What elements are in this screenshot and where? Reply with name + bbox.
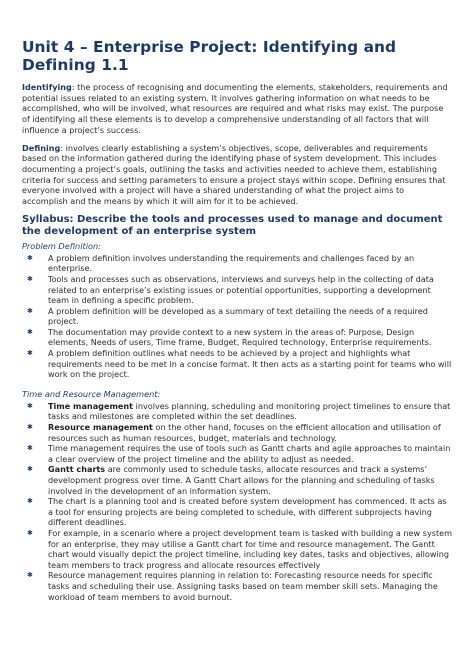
list-item: ✱ A problem definition will be developed as a summary of text detailing the needs of a required project. bbox=[27, 305, 428, 327]
list-item: ✱ Time management requires the use of tools such as Gantt charts and agile approaches to maintain a clear overview of the project timeline and the ability to adjust as needed. bbox=[27, 443, 451, 464]
defining-definition bbox=[22, 143, 452, 207]
list-item: ✱ A problem definition involves understanding the requirements and challenges faced by an enterprise. bbox=[27, 252, 415, 274]
list-item: ✱ Tools and processes such as observations, interviews and surveys help in the collecting of data related to an enterprise’s existing issues or potential opportunities, supporting a development team in defining a specific problem. bbox=[27, 273, 434, 306]
identifying-term: Identifying bbox=[22, 82, 72, 92]
list-item: ✱ Resource management requires planning in relation to: Forecasting resource needs for specific tasks and scheduling their use. Assigning tasks based on team member skill sets. Managing the workload of team members to avoid burnout. bbox=[27, 570, 438, 602]
time-resource-list bbox=[22, 401, 452, 602]
star-bullet-icon: ✱ bbox=[27, 423, 33, 432]
list-item: ✱ The documentation may provide context to a new system in the areas of: Purpose, Design elements, Needs of users, Time frame, Budget, Required technology, Enterprise requirements. bbox=[27, 326, 432, 348]
star-bullet-icon: ✱ bbox=[27, 444, 33, 453]
star-bullet-icon: ✱ bbox=[27, 349, 33, 358]
defining-text: : involves clearly establishing a system’s objectives, scope, deliverables and requirements based on the information gathered during the identifying phase of system development. This includes documenting a project’s goals, outlining the tasks and activities needed to achieve them, establishing criteria for success and setting parameters to ensure a project stays within scope. Defining ensures that everyone involved with a project will have a shared understanding of what the project aims to accomplish and the means by which it will aim for it to be achieved. bbox=[22, 142, 446, 207]
list-item: ✱ Gantt charts are commonly used to schedule tasks, allocate resources and track a systems’ development progress over time. A Gantt Chart allows for the planning and scheduling of tasks involved in the development of an information system. bbox=[27, 464, 435, 496]
star-bullet-icon: ✱ bbox=[27, 401, 33, 410]
list-item: ✱ For example, in a scenario where a project development team is tasked with building a new system for an enterprise, they may utilise a Gantt chart for time and resource management. The Gantt chart would visually depict the project timeline, including key dates, tasks and objectives, allowing team members to track progress and allocate resources effectively bbox=[27, 527, 452, 570]
defining-term: Defining bbox=[22, 142, 61, 153]
page-title: Unit 4 – Enterprise Project: Identifying and Defining 1.1 bbox=[22, 38, 397, 74]
list-item: ✱ Resource management on the other hand, focuses on the efficient allocation and utilisation of resources such as human resources, budget, materials and technology. bbox=[27, 422, 441, 443]
identifying-text: : the process of recognising and documenting the elements, stakeholders, requirements and potential issues related to an existing system. It involves gathering information on what needs to be accomplished, who will be involved, what resources are required and what risks may exist. The purpose of identifying all these elements is to develop a comprehensive understanding of all factors that will influence a project’s success. bbox=[22, 82, 448, 135]
star-bullet-icon: ✱ bbox=[27, 327, 33, 336]
identifying-definition bbox=[22, 82, 452, 136]
star-bullet-icon: ✱ bbox=[27, 465, 33, 474]
star-bullet-icon: ✱ bbox=[27, 528, 33, 537]
star-bullet-icon: ✱ bbox=[27, 497, 33, 506]
star-bullet-icon: ✱ bbox=[27, 253, 33, 262]
time-resource-heading: Time and Resource Management: bbox=[22, 388, 161, 399]
star-bullet-icon: ✱ bbox=[27, 274, 33, 283]
list-item: ✱ Time management involves planning, scheduling and monitoring project timelines to ensure that tasks and milestones are completed within the set deadlines. bbox=[27, 400, 451, 422]
problem-definition-heading: Problem Definition: bbox=[22, 240, 101, 251]
star-bullet-icon: ✱ bbox=[27, 306, 33, 315]
syllabus-heading: Syllabus: Describe the tools and processes used to manage and document the development of an enterprise system bbox=[22, 213, 443, 238]
problem-definition-list bbox=[22, 253, 452, 380]
list-item: ✱ A problem definition outlines what needs to be achieved by a project and highlights what requirements need to be met in a concise format. It then acts as a starting point for teams who will work on the project. bbox=[27, 348, 452, 380]
star-bullet-icon: ✱ bbox=[27, 571, 33, 580]
list-item: ✱ The chart is a planning tool and is created before system development has commenced. It acts as a tool for ensuring projects are being completed to schedule, with different subprojects having different deadlines. bbox=[27, 496, 447, 528]
